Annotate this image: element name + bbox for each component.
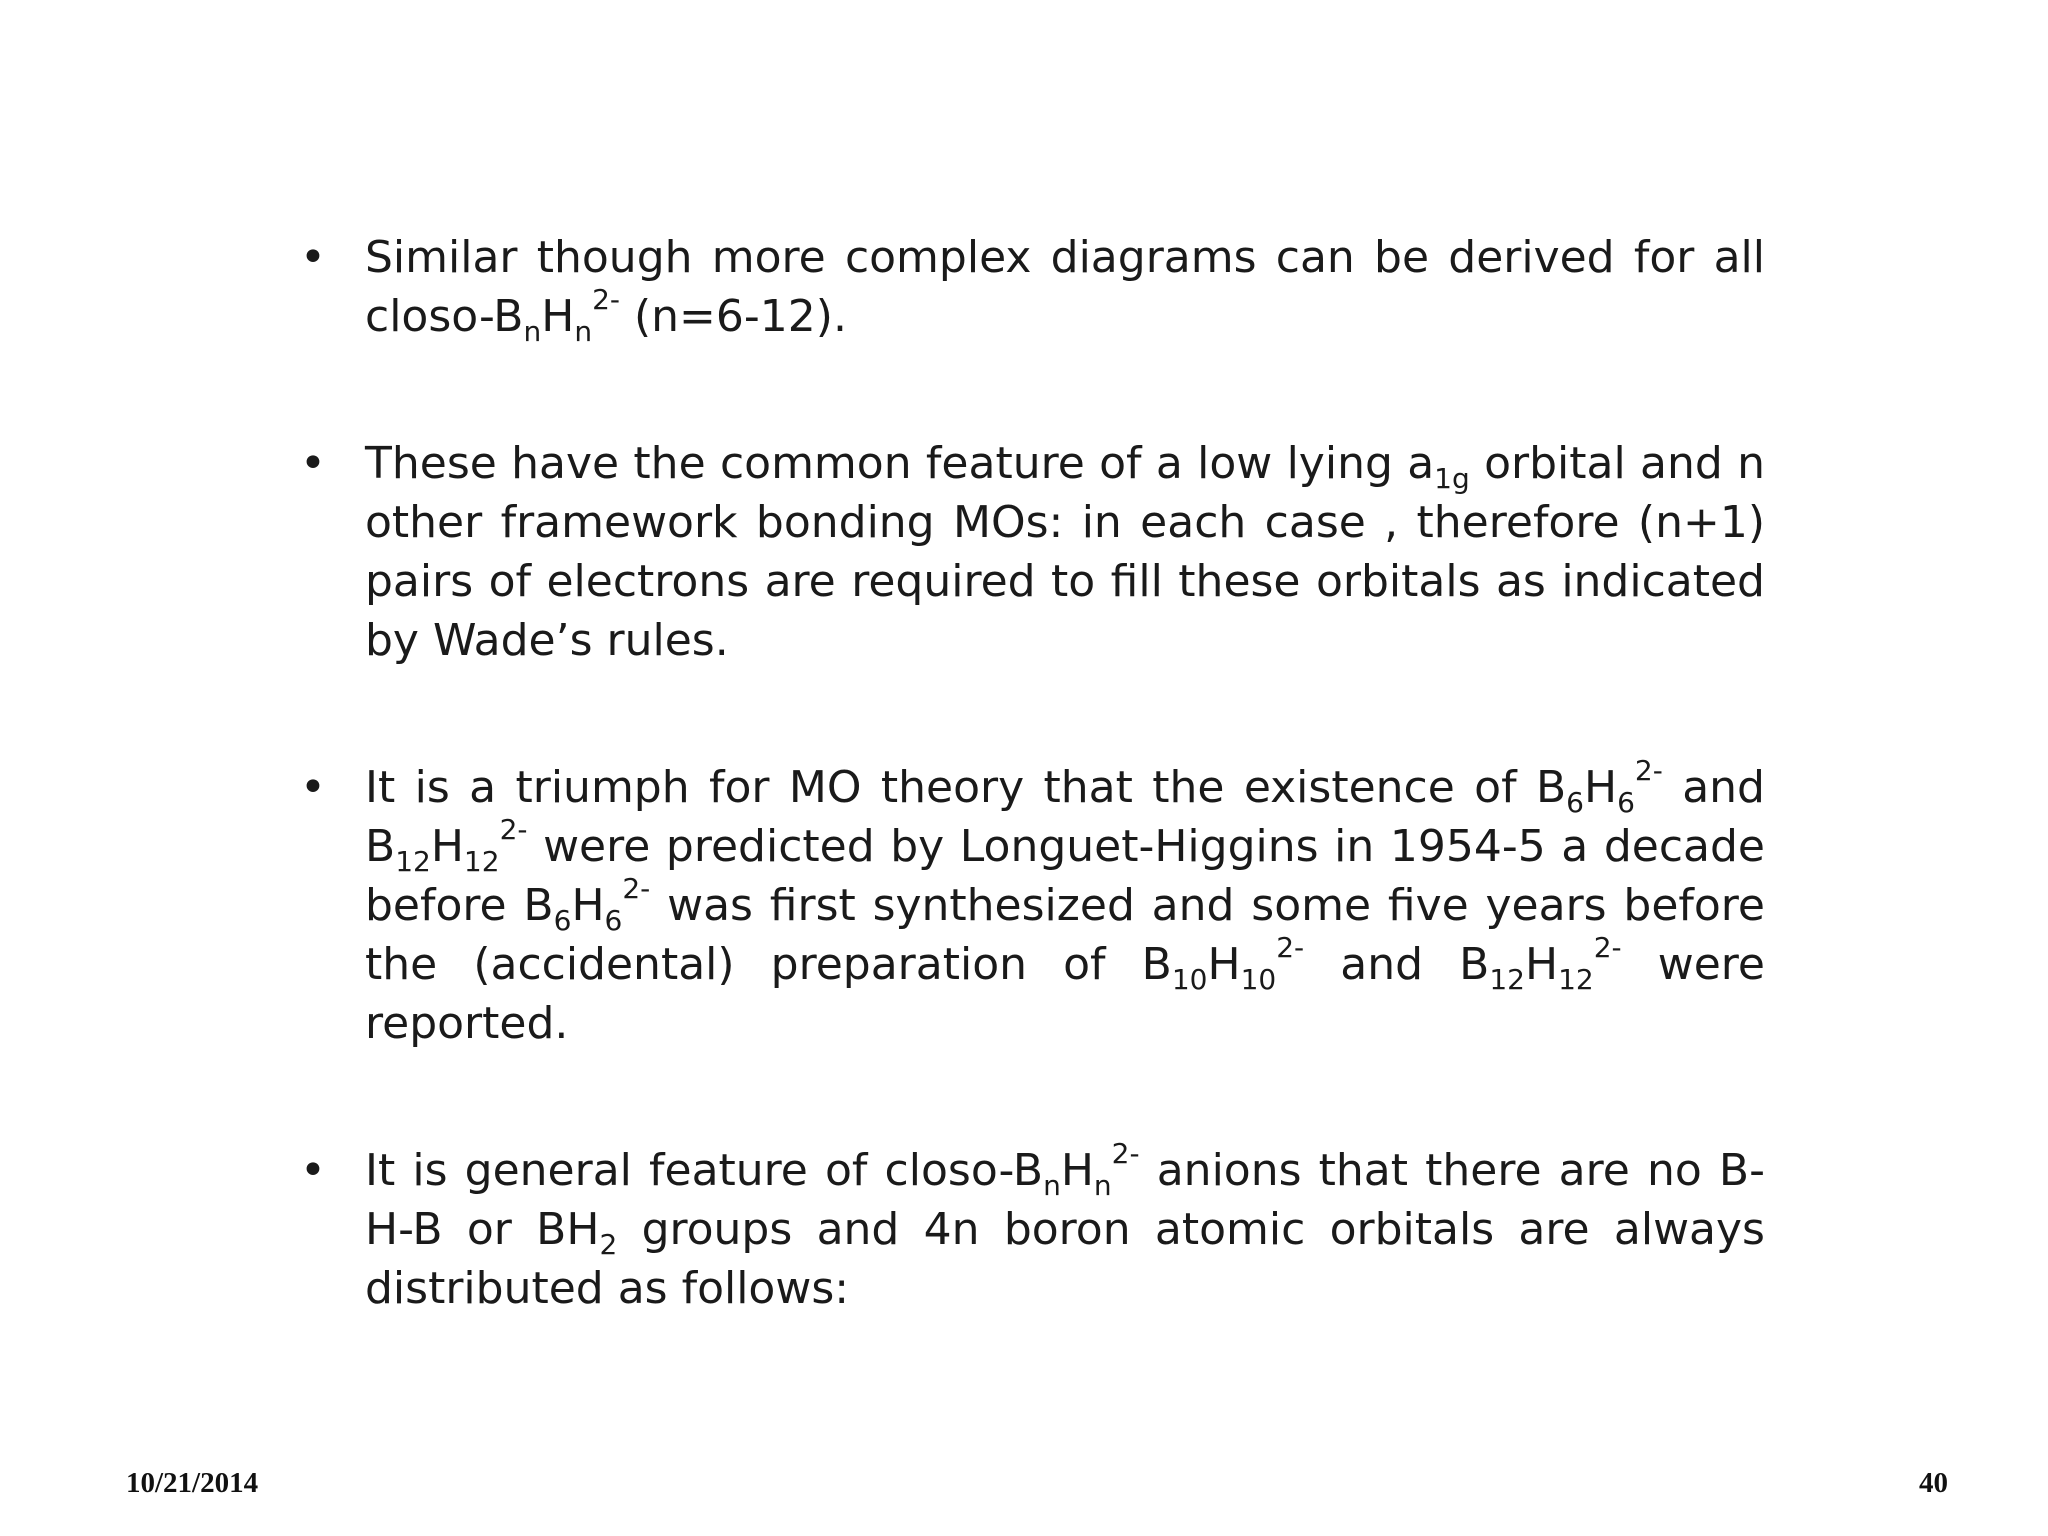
bullet-item bbox=[300, 1137, 1765, 1318]
text-run: It is a triumph for MO theory that the existence of B bbox=[365, 762, 1567, 813]
bullet-item bbox=[300, 434, 1765, 670]
text-run: and B bbox=[1304, 939, 1490, 990]
bullet-item bbox=[300, 754, 1765, 1053]
superscript: 2- bbox=[1276, 931, 1305, 964]
subscript: n bbox=[574, 315, 593, 348]
superscript: 2- bbox=[592, 283, 621, 316]
bullet-text bbox=[365, 438, 1765, 666]
text-run: Similar though more complex diagrams can be derived for all closo-B bbox=[365, 232, 1765, 342]
bullet-icon: • bbox=[300, 232, 326, 283]
text-run: These have the common feature of a low lying a bbox=[365, 438, 1435, 489]
bullet-list bbox=[300, 228, 1765, 1318]
bullet-text bbox=[365, 232, 1765, 348]
subscript: 12 bbox=[395, 845, 431, 878]
text-run: H bbox=[430, 821, 464, 872]
bullet-icon: • bbox=[300, 438, 326, 489]
bullet-text bbox=[365, 754, 1765, 1049]
superscript: 2- bbox=[1634, 754, 1663, 787]
subscript: n bbox=[1043, 1169, 1061, 1202]
superscript: 2- bbox=[1111, 1137, 1140, 1170]
subscript: 6 bbox=[1617, 786, 1635, 819]
superscript: 2- bbox=[622, 872, 651, 905]
text-run: were predicted by Longuet-Higgins in 1954-5 a decade before B bbox=[365, 821, 1765, 931]
footer-date: 10/21/2014 bbox=[126, 1467, 259, 1499]
text-run: H bbox=[1524, 939, 1559, 990]
text-run: orbital and n other framework bonding MOs: in each case , therefore (n+1) pairs of electrons are required to fill these orbitals as indicated by Wade’s rules. bbox=[365, 438, 1766, 666]
text-run: were reported. bbox=[365, 939, 1765, 1049]
text-run: H bbox=[541, 291, 575, 342]
subscript: 6 bbox=[553, 904, 572, 937]
text-run: anions that there are no B-H-B or BH bbox=[365, 1145, 1765, 1255]
subscript: 12 bbox=[463, 845, 500, 878]
text-run: H bbox=[1207, 939, 1241, 990]
subscript: n bbox=[523, 315, 542, 348]
subscript: 6 bbox=[604, 904, 623, 937]
text-run: was first synthesized and some five years before the (accidental) preparation of B bbox=[365, 880, 1765, 990]
text-run: H bbox=[571, 880, 605, 931]
bullet-icon: • bbox=[300, 762, 326, 813]
superscript: 2- bbox=[499, 813, 528, 846]
subscript: 2 bbox=[599, 1228, 618, 1261]
subscript: n bbox=[1093, 1169, 1112, 1202]
text-run: (n=6-12). bbox=[620, 291, 847, 342]
bullet-icon: • bbox=[300, 1145, 326, 1196]
subscript: 10 bbox=[1240, 963, 1277, 996]
text-run: H bbox=[1583, 762, 1618, 813]
subscript: 12 bbox=[1558, 963, 1594, 996]
subscript: 10 bbox=[1171, 963, 1208, 996]
text-run: and B bbox=[365, 762, 1765, 872]
bullet-item bbox=[300, 228, 1765, 346]
bullet-text bbox=[365, 1137, 1765, 1314]
superscript: 2- bbox=[1593, 931, 1622, 964]
text-run: groups and 4n boron atomic orbitals are always distributed as follows: bbox=[365, 1204, 1765, 1314]
text-run: It is general feature of closo-B bbox=[365, 1145, 1044, 1196]
page-number: 40 bbox=[1919, 1467, 1948, 1499]
text-run: H bbox=[1060, 1145, 1094, 1196]
subscript: 1g bbox=[1434, 462, 1470, 495]
subscript: 6 bbox=[1566, 786, 1584, 819]
subscript: 12 bbox=[1489, 963, 1525, 996]
